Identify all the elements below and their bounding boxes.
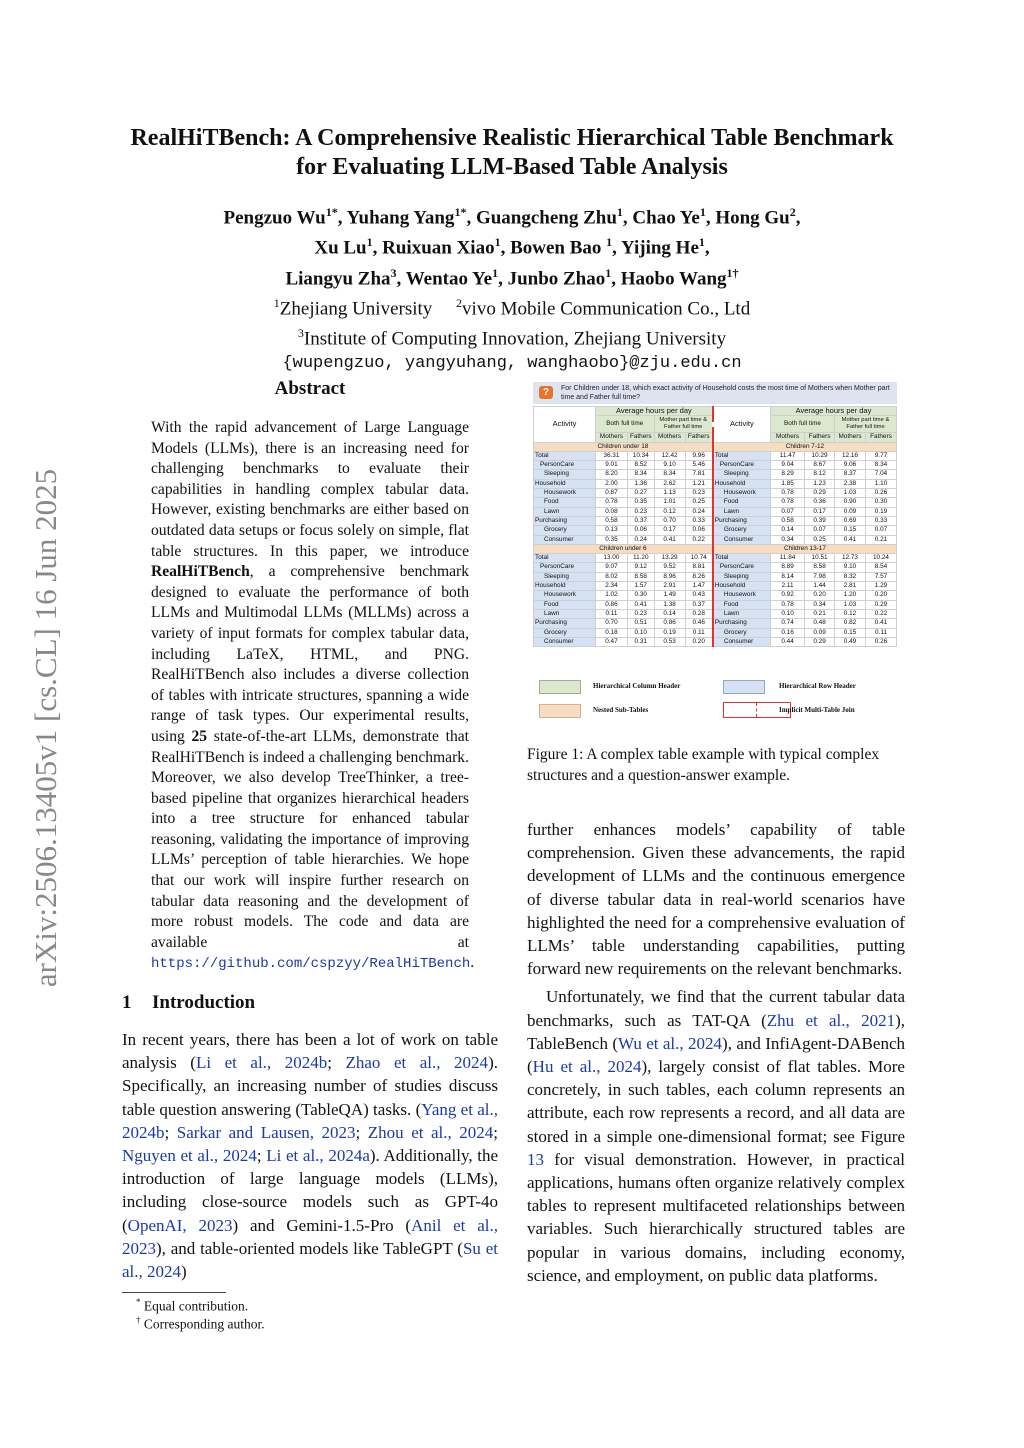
- table-cell: 0.28: [685, 609, 713, 618]
- table-cell: 2.81: [835, 582, 866, 591]
- table-cell: 2.91: [654, 582, 685, 591]
- table-row: [534, 600, 897, 609]
- table-row: [534, 479, 897, 488]
- author-email: {wupengzuo, yangyuhang, wanghaobo}@zju.edu.cn: [282, 353, 742, 373]
- table-cell: 0.58: [595, 516, 627, 525]
- table-cell: 0.33: [865, 516, 896, 525]
- table-cell: 36.31: [595, 451, 627, 460]
- citation-link[interactable]: OpenAI, 2023: [127, 1215, 233, 1235]
- question-icon: ?: [539, 386, 553, 399]
- row-header-cell: Total: [713, 554, 771, 563]
- table-cell: 0.31: [627, 637, 654, 646]
- table-cell: 0.21: [805, 609, 835, 618]
- mothers-header: Mothers: [595, 433, 627, 442]
- table-cell: 1.85: [770, 479, 804, 488]
- table-row: [534, 516, 897, 525]
- avg-hours-header: Average hours per day: [595, 407, 712, 416]
- legend-label: Implicit Multi-Table Join: [779, 706, 855, 714]
- table-cell: 8.34: [627, 470, 654, 479]
- complex-table: [533, 406, 897, 647]
- table-cell: 13.00: [595, 554, 627, 563]
- table-cell: 12.16: [835, 451, 866, 460]
- table-row: [534, 609, 897, 618]
- row-header-cell: Grocery: [713, 628, 771, 637]
- citation-link[interactable]: Sarkar and Lausen, 2023: [176, 1122, 356, 1142]
- table-cell: 1.49: [654, 591, 685, 600]
- table-cell: 1.23: [805, 479, 835, 488]
- row-header-cell: Grocery: [534, 526, 596, 535]
- table-cell: 0.53: [654, 637, 685, 646]
- table-cell: 5.46: [685, 461, 713, 470]
- legend-swatch-row-header: [723, 680, 765, 694]
- table-cell: 12.73: [835, 554, 866, 563]
- table-cell: 0.78: [770, 489, 804, 498]
- table-row: [534, 628, 897, 637]
- paper-title: RealHiTBench: A Comprehensive Realistic Hierarchical Table Benchmark for Evaluating LLM-Based Table Analysis: [130, 125, 894, 180]
- table-cell: 8.52: [627, 461, 654, 470]
- both-full-time-header: Both full time: [595, 416, 654, 433]
- table-cell: 0.41: [835, 535, 866, 544]
- table-cell: 0.13: [595, 526, 627, 535]
- table-row: [534, 582, 897, 591]
- section-heading-introduction: 1 Introduction: [122, 992, 256, 1013]
- table-row: [534, 563, 897, 572]
- table-cell: 0.22: [685, 535, 713, 544]
- table-cell: 0.41: [627, 600, 654, 609]
- footnote-corresponding: † Corresponding author.: [136, 1315, 265, 1332]
- table-cell: 8.34: [865, 461, 896, 470]
- code-link[interactable]: https://github.com/cspzyy/RealHiTBench: [151, 956, 471, 973]
- table-cell: 0.09: [805, 628, 835, 637]
- table-cell: 1.20: [835, 591, 866, 600]
- table-cell: 11.20: [627, 554, 654, 563]
- table-cell: 9.96: [685, 451, 713, 460]
- fathers-header: Fathers: [805, 433, 835, 442]
- citation-link[interactable]: Su et al., 2024: [122, 1238, 498, 1282]
- table-cell: 1.03: [835, 600, 866, 609]
- table-cell: 0.87: [595, 489, 627, 498]
- table-cell: 0.09: [835, 507, 866, 516]
- legend-swatch-nested: [539, 704, 581, 718]
- table-cell: 0.12: [835, 609, 866, 618]
- table-row: [534, 619, 897, 628]
- table-cell: 0.14: [654, 609, 685, 618]
- table-cell: 0.43: [685, 591, 713, 600]
- subtable-title: Children under 6: [534, 544, 713, 553]
- table-cell: 8.34: [654, 470, 685, 479]
- row-header-cell: PersonCare: [534, 461, 596, 470]
- table-cell: 9.07: [595, 563, 627, 572]
- table-row: [534, 526, 897, 535]
- avg-hours-header: Average hours per day: [770, 407, 896, 416]
- table-cell: 0.06: [685, 526, 713, 535]
- row-header-cell: Food: [713, 600, 771, 609]
- table-cell: 7.81: [685, 470, 713, 479]
- paragraph: Unfortunately, we find that the current tabular data benchmarks, such as TAT-QA (Zhu et al., 2021), TableBench (Wu et al., 2024), and InfiAgent-DABench (Hu et al., 2024), largely consist of flat tables. More concretely, in such tables, each column represents an attribute, each row represents a record, and all data are stored in a simple one-dimensional format; see Figure 13 for visual demonstration. However, in practical applications, humans often organize relatively complex tables to represent multifaceted relationships between variables. Such hierarchically structured tables are popular in various domains, including economy, science, and employment, on public data platforms.: [527, 987, 905, 1285]
- table-cell: 1.02: [595, 591, 627, 600]
- row-header-cell: Sleeping: [534, 572, 596, 581]
- table-cell: 0.21: [865, 535, 896, 544]
- abstract-text: With the rapid advancement of Large Language Models (LLMs), there is an increasing need for challenging benchmarks to evaluate their capabilities in handling complex tabular data. However, existing benchmarks are either based on outdated data setups or focus solely on simple, flat table structures. In this paper, we introduce RealHiTBench, a comprehensive benchmark designed to evaluate the performance of both LLMs and Multimodal LLMs (MLLMs) across a variety of input formats for complex tabular data, including LaTeX, HTML, and PNG. RealHiTBench also includes a diverse collection of tables with intricate structures, spanning a wide range of task types. Our experimental results, using 25 state-of-the-art LLMs, demonstrate that RealHiTBench is indeed a challenging benchmark. Moreover, we also develop TreeThinker, a tree-based pipeline that organizes hierarchical headers into a tree structure for enhanced tabular reasoning, validating the importance of improving LLMs’ perception of table hierarchies. We hope that our work will inspire further research on tabular data reasoning and the development of more robust models. The code and data are available at https://github.com/cspzyy/RealHiTBench.: [151, 419, 475, 973]
- table-cell: 7.04: [865, 470, 896, 479]
- paragraph: further enhances models’ capability of table comprehension. Given these advancements, the rapid development of LLMs and the continuous emergence of diverse tabular data in real-world scenarios have highlighted the need for a comprehensive evaluation of LLMs’ table understanding capabilities, putting forward new requirements on the relevant benchmarks.: [527, 820, 905, 979]
- table-cell: 0.06: [627, 526, 654, 535]
- question-text: For Children under 18, which exact activity of Household costs the most time of Mothers when Mother part time and Father full time?: [561, 385, 890, 401]
- citation-link[interactable]: Hu et al., 2024: [532, 1057, 642, 1077]
- row-header-cell: Sleeping: [534, 470, 596, 479]
- table-cell: 9.12: [627, 563, 654, 572]
- table-cell: 0.22: [865, 609, 896, 618]
- table-cell: 8.67: [805, 461, 835, 470]
- table-cell: 0.78: [770, 600, 804, 609]
- table-cell: 1.36: [627, 479, 654, 488]
- row-header-cell: Purchasing: [713, 619, 771, 628]
- row-header-cell: Lawn: [534, 507, 596, 516]
- table-cell: 0.35: [627, 498, 654, 507]
- table-cell: 0.23: [685, 489, 713, 498]
- row-header-cell: Housework: [534, 489, 596, 498]
- table-cell: 9.04: [770, 461, 804, 470]
- mother-part-time-header: Mother part time & Father full time: [835, 416, 897, 433]
- table-cell: 11.84: [770, 554, 804, 563]
- row-header-cell: Housework: [713, 591, 771, 600]
- table-row: [534, 470, 897, 479]
- table-row: [534, 451, 897, 460]
- row-header-cell: Total: [713, 451, 771, 460]
- table-cell: 0.14: [770, 526, 804, 535]
- row-header-cell: Lawn: [713, 507, 771, 516]
- table-cell: 1.44: [805, 582, 835, 591]
- author-block: Pengzuo $Wu^{1*}$, Yuhang Yang$^{1*}$, Guangcheng Zhu$^1$, Chao Ye$^1$, Hong Gu$^2$, Xu Lu$^1$, Ruixuan Xiao$^1$, Bowen Bao $^1$, Yijing He$^1$, Liangyu Zha$^3$, Wentao Ye$^1$, Junbo Zhao$^1$, Haobo Wang$^{1\dagger}$ $^1$Zhejiang University $^2$vivo Mobile Communication Co., Ltd $^3$Institute of Computing Innovation, Zhejiang University {wupengzuo, yangyuhang, wanghaobo}@zju.edu.cn: [100, 200, 924, 376]
- table-cell: 0.19: [654, 628, 685, 637]
- fathers-header: Fathers: [627, 433, 654, 442]
- table-cell: 0.58: [770, 516, 804, 525]
- table-cell: 0.51: [627, 619, 654, 628]
- table-row: [534, 637, 897, 646]
- row-header-cell: Consumer: [534, 535, 596, 544]
- row-header-cell: Household: [713, 582, 771, 591]
- legend-swatch-col-header: [539, 680, 581, 694]
- table-cell: 1.21: [685, 479, 713, 488]
- table-row: [534, 572, 897, 581]
- legend-label: Nested Sub-Tables: [593, 706, 649, 714]
- footnote-divider: [122, 1292, 226, 1293]
- subtable-title: Children 13-17: [713, 544, 897, 553]
- table-cell: 8.37: [835, 470, 866, 479]
- table-cell: 2.38: [835, 479, 866, 488]
- table-cell: 0.35: [595, 535, 627, 544]
- table-cell: 1.13: [654, 489, 685, 498]
- mothers-header: Mothers: [770, 433, 804, 442]
- affiliations: $^1$Zhejiang University $^2$vivo Mobile Communication Co., Ltd: [273, 295, 751, 320]
- arxiv-side-label: arXiv:2506.13405v1 [cs.CL] 16 Jun 2025: [28, 468, 63, 988]
- table-cell: 0.49: [835, 637, 866, 646]
- table-cell: 0.30: [865, 498, 896, 507]
- row-header-cell: PersonCare: [534, 563, 596, 572]
- table-cell: 7.57: [865, 572, 896, 581]
- table-cell: 1.38: [654, 600, 685, 609]
- table-cell: 0.29: [865, 600, 896, 609]
- table-cell: 0.17: [654, 526, 685, 535]
- row-header-cell: Sleeping: [713, 572, 771, 581]
- table-cell: 10.24: [865, 554, 896, 563]
- row-header-cell: Lawn: [713, 609, 771, 618]
- table-cell: 0.30: [627, 591, 654, 600]
- table-cell: 0.90: [835, 498, 866, 507]
- table-cell: 0.39: [805, 516, 835, 525]
- table-row: [534, 461, 897, 470]
- row-header-cell: Food: [713, 498, 771, 507]
- citation-link[interactable]: Nguyen et al., 2024: [122, 1146, 257, 1166]
- table-cell: 0.24: [627, 535, 654, 544]
- mother-part-time-header: Mother part time & Father full time: [654, 416, 713, 433]
- table-row: [534, 535, 897, 544]
- citation-link[interactable]: Yang et al., 2024b: [122, 1099, 498, 1142]
- table-cell: 0.86: [654, 619, 685, 628]
- table-cell: 0.20: [865, 591, 896, 600]
- question-bar: [533, 382, 897, 404]
- abstract-heading: Abstract: [274, 378, 346, 399]
- table-cell: 1.47: [685, 582, 713, 591]
- citation-link[interactable]: Zhao et al., 2024: [345, 1053, 489, 1073]
- table-row: [534, 489, 897, 498]
- figure-1: [533, 382, 897, 726]
- table-cell: 0.34: [770, 535, 804, 544]
- row-header-cell: Total: [534, 554, 596, 563]
- row-header-cell: Household: [713, 479, 771, 488]
- figure-legend: [539, 680, 899, 726]
- table-cell: 0.29: [805, 489, 835, 498]
- fathers-header: Fathers: [685, 433, 713, 442]
- table-cell: 0.29: [805, 637, 835, 646]
- table-cell: 8.20: [595, 470, 627, 479]
- table-cell: 0.15: [835, 526, 866, 535]
- table-row: [534, 498, 897, 507]
- table-cell: 0.48: [805, 619, 835, 628]
- table-cell: 0.37: [685, 600, 713, 609]
- both-full-time-header: Both full time: [770, 416, 834, 433]
- table-cell: 9.10: [835, 563, 866, 572]
- table-cell: 0.26: [865, 489, 896, 498]
- table-cell: 0.12: [654, 507, 685, 516]
- row-header-cell: Purchasing: [534, 516, 596, 525]
- table-cell: 0.10: [627, 628, 654, 637]
- table-cell: 9.77: [865, 451, 896, 460]
- footnote-equal-contribution: * Equal contribution.: [136, 1297, 249, 1314]
- row-header-cell: Purchasing: [534, 619, 596, 628]
- row-header-cell: Housework: [713, 489, 771, 498]
- figure-ref-link[interactable]: 13: [527, 1149, 544, 1169]
- row-header-cell: Household: [534, 479, 596, 488]
- mothers-header: Mothers: [835, 433, 866, 442]
- citation-link[interactable]: Zhu et al., 2021: [766, 1010, 896, 1030]
- row-header-cell: Purchasing: [713, 516, 771, 525]
- table-cell: 8.29: [770, 470, 804, 479]
- table-cell: 0.36: [805, 498, 835, 507]
- table-cell: 1.29: [865, 582, 896, 591]
- fathers-header: Fathers: [865, 433, 896, 442]
- table-cell: 1.01: [654, 498, 685, 507]
- table-cell: 0.25: [685, 498, 713, 507]
- row-header-cell: Grocery: [534, 628, 596, 637]
- citation-link[interactable]: Zhou et al., 2024: [367, 1122, 494, 1142]
- row-header-cell: PersonCare: [713, 563, 771, 572]
- table-cell: 0.07: [865, 526, 896, 535]
- table-cell: 0.23: [627, 609, 654, 618]
- table-cell: 8.96: [654, 572, 685, 581]
- table-cell: 0.92: [770, 591, 804, 600]
- table-cell: 0.25: [805, 535, 835, 544]
- table-cell: 2.11: [770, 582, 804, 591]
- table-cell: 10.29: [805, 451, 835, 460]
- table-cell: 0.33: [685, 516, 713, 525]
- table-cell: 8.58: [627, 572, 654, 581]
- table-cell: 0.24: [685, 507, 713, 516]
- table-cell: 8.89: [770, 563, 804, 572]
- row-header-cell: Housework: [534, 591, 596, 600]
- table-cell: 0.78: [770, 498, 804, 507]
- table-cell: 0.23: [627, 507, 654, 516]
- table-cell: 0.11: [865, 628, 896, 637]
- citation-link[interactable]: Anil et al., 2023: [122, 1215, 498, 1258]
- activity-header: Activity: [713, 407, 771, 443]
- row-header-cell: Lawn: [534, 609, 596, 618]
- table-cell: 13.29: [654, 554, 685, 563]
- table-cell: 0.19: [865, 507, 896, 516]
- activity-header: Activity: [534, 407, 596, 443]
- table-cell: 0.46: [685, 619, 713, 628]
- table-cell: 8.02: [595, 572, 627, 581]
- row-header-cell: PersonCare: [713, 461, 771, 470]
- table-cell: 0.44: [770, 637, 804, 646]
- table-cell: 7.98: [805, 572, 835, 581]
- table-cell: 0.34: [805, 600, 835, 609]
- table-cell: 8.14: [770, 572, 804, 581]
- table-cell: 0.20: [805, 591, 835, 600]
- table-cell: 0.07: [805, 526, 835, 535]
- table-cell: 0.74: [770, 619, 804, 628]
- table-row: [534, 554, 897, 563]
- table-cell: 8.54: [865, 563, 896, 572]
- table-cell: 8.81: [685, 563, 713, 572]
- citation-link[interactable]: Wu et al., 2024: [617, 1033, 723, 1053]
- table-cell: 0.82: [835, 619, 866, 628]
- table-cell: 11.47: [770, 451, 804, 460]
- table-cell: 0.20: [685, 637, 713, 646]
- table-cell: 2.00: [595, 479, 627, 488]
- row-header-cell: Consumer: [713, 535, 771, 544]
- legend-label: Hierarchical Column Header: [593, 682, 681, 690]
- table-cell: 0.69: [835, 516, 866, 525]
- mothers-header: Mothers: [654, 433, 685, 442]
- table-cell: 0.27: [627, 489, 654, 498]
- table-cell: 12.42: [654, 451, 685, 460]
- row-header-cell: Food: [534, 600, 596, 609]
- legend-label: Hierarchical Row Header: [779, 682, 856, 690]
- figure-caption: Figure 1: A complex table example with typical complex structures and a question-answer example.: [527, 746, 880, 784]
- table-cell: 10.34: [627, 451, 654, 460]
- table-row: [534, 507, 897, 516]
- row-header-cell: Grocery: [713, 526, 771, 535]
- citation-link[interactable]: Li et al., 2024b: [195, 1053, 328, 1073]
- table-cell: 8.12: [805, 470, 835, 479]
- table-cell: 0.10: [770, 609, 804, 618]
- citation-link[interactable]: Li et al., 2024a: [266, 1146, 370, 1166]
- table-cell: 1.10: [865, 479, 896, 488]
- row-header-cell: Sleeping: [713, 470, 771, 479]
- table-cell: 0.17: [805, 507, 835, 516]
- row-header-cell: Total: [534, 451, 596, 460]
- table-cell: 9.10: [654, 461, 685, 470]
- table-cell: 0.07: [770, 507, 804, 516]
- table-cell: 8.32: [835, 572, 866, 581]
- table-cell: 9.06: [835, 461, 866, 470]
- table-cell: 0.11: [685, 628, 713, 637]
- row-header-cell: Consumer: [534, 637, 596, 646]
- table-cell: 8.58: [805, 563, 835, 572]
- table-row: [534, 591, 897, 600]
- row-header-cell: Household: [534, 582, 596, 591]
- table-cell: 10.74: [685, 554, 713, 563]
- table-cell: 0.41: [865, 619, 896, 628]
- right-column-text: [527, 818, 905, 1287]
- table-cell: 0.08: [595, 507, 627, 516]
- table-cell: 9.52: [654, 563, 685, 572]
- table-cell: 1.57: [627, 582, 654, 591]
- subtable-title: Children 7-12: [713, 442, 897, 451]
- table-cell: 0.11: [595, 609, 627, 618]
- table-cell: 0.15: [835, 628, 866, 637]
- table-cell: 0.70: [595, 619, 627, 628]
- table-cell: 0.26: [865, 637, 896, 646]
- table-cell: 0.47: [595, 637, 627, 646]
- table-cell: 2.62: [654, 479, 685, 488]
- table-cell: 0.18: [595, 628, 627, 637]
- table-cell: 0.41: [654, 535, 685, 544]
- row-header-cell: Consumer: [713, 637, 771, 646]
- table-cell: 0.86: [595, 600, 627, 609]
- table-cell: 2.34: [595, 582, 627, 591]
- table-cell: 0.16: [770, 628, 804, 637]
- intro-paragraph: In recent years, there has been a lot of work on table analysis (Li et al., 2024b; Zhao et al., 2024). Specifically, an increasing number of studies discuss table question answering (TableQA) tasks. (Yang et al., 2024b; Sarkar and Lausen, 2023; Zhou et al., 2024; Nguyen et al., 2024; Li et al., 2024a). Additionally, the introduction of large language models (LLMs), including close-source models such as GPT-4o (OpenAI, 2023) and Gemini-1.5-Pro (Anil et al., 2023), and table-oriented models like TableGPT (Su et al., 2024): [122, 1030, 499, 1282]
- table-cell: 0.78: [595, 498, 627, 507]
- table-cell: 10.51: [805, 554, 835, 563]
- table-cell: 1.03: [835, 489, 866, 498]
- subtable-title: Children under 18: [534, 442, 713, 451]
- table-cell: 9.01: [595, 461, 627, 470]
- table-cell: 0.37: [627, 516, 654, 525]
- table-cell: 0.70: [654, 516, 685, 525]
- table-cell: 8.26: [685, 572, 713, 581]
- row-header-cell: Food: [534, 498, 596, 507]
